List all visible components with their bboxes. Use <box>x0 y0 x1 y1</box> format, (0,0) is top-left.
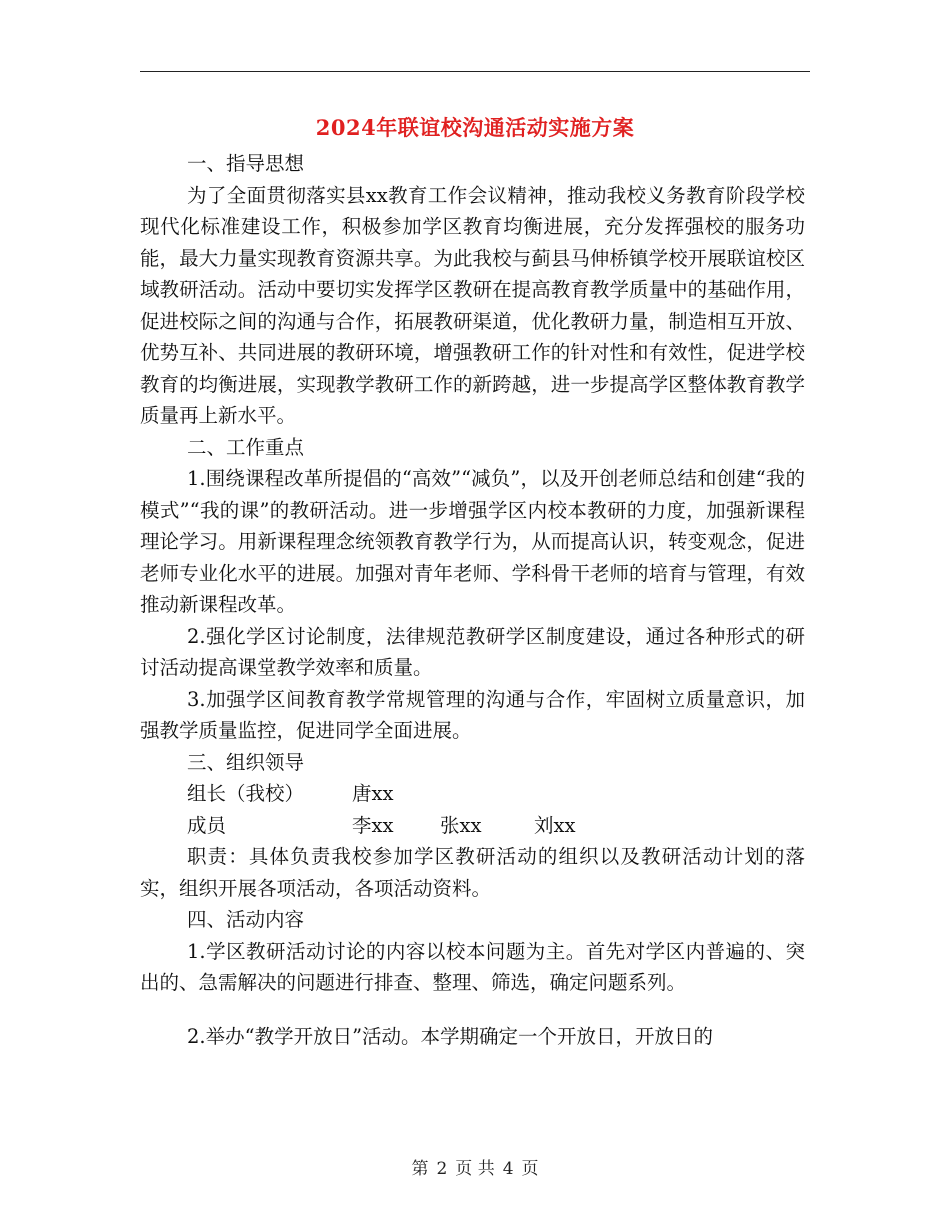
leader-name: 唐xx <box>352 782 394 805</box>
section-heading-work-focus: 二、工作重点 <box>187 435 305 459</box>
leader-label: 组长（我校） <box>187 782 305 805</box>
header-rule <box>140 71 810 72</box>
leader-row <box>140 778 805 810</box>
footer-suffix: 页 <box>521 1159 539 1179</box>
member-name: 刘xx <box>534 813 576 837</box>
footer-mid: 页 共 <box>455 1159 495 1179</box>
work-focus-item-3: 3.加强学区间教育教学常规管理的沟通与合作，牢固树立质量意识，加强教学质量监控，促进同学全面进展。 <box>140 687 805 742</box>
paragraph-guiding-ideology: 为了全面贯彻落实县xx教育工作会议精神，推动我校义务教育阶段学校现代化标准建设工作，积极参加学区教育均衡进展，充分发挥强校的服务功能，最大力量实现教育资源共享。为此我校与蓟县马伸桥镇学校开展联谊校区域教研活动。活动中要切实发挥学区教研在提高教育教学质量中的基础作用，促进校际之间的沟通与合作，拓展教研渠道，优化教研力量，制造相互开放、优势互补、共同进展的教研环境，增强教研工作的针对性和有效性，促进学校教育的均衡进展，实现教学教研工作的新跨越，进一步提高学区整体教育教学质量再上新水平。 <box>140 183 805 427</box>
member-name: 张xx <box>440 813 482 837</box>
members-label: 成员 <box>187 813 227 837</box>
section-heading-guiding-ideology: 一、指导思想 <box>187 152 305 175</box>
page-footer <box>0 1154 950 1179</box>
work-focus-item-2: 2.强化学区讨论制度，法律规范教研学区制度建设，通过各种形式的研讨活动提高课堂教学效率和质量。 <box>140 624 805 679</box>
document-title: 2024年联谊校沟通活动实施方案 <box>315 115 635 140</box>
activity-item-2: 2.举办“教学开放日”活动。本学期确定一个开放日，开放日的 <box>187 1024 714 1048</box>
members-row <box>140 810 805 842</box>
total-pages: 4 <box>502 1159 514 1179</box>
activity-item-1: 1.学区教研活动讨论的内容以校本问题为主。首先对学区内普遍的、突出的、急需解决的问题进行排查、整理、筛选，确定问题系列。 <box>140 939 805 994</box>
member-name: 李xx <box>352 813 394 837</box>
work-focus-item-1: 1.围绕课程改革所提倡的“高效”“减负”，以及开创老师总结和创建“我的模式”“我的课”的教研活动。进一步增强学区内校本教研的力度，加强新课程理论学习。用新课程理念统领教育教学行为，从而提高认识，转变观念，促进老师专业化水平的进展。加强对青年老师、学科骨干老师的培育与管理，有效推动新课程改革。 <box>140 467 805 616</box>
page-number: 2 <box>436 1159 448 1179</box>
document-body <box>140 148 805 1052</box>
section-heading-activities: 四、活动内容 <box>187 908 305 931</box>
spacer <box>140 999 805 1021</box>
duty-paragraph: 职责：具体负责我校参加学区教研活动的组织以及教研活动计划的落实，组织开展各项活动，各项活动资料。 <box>140 845 805 900</box>
section-heading-organization: 三、组织领导 <box>187 750 305 774</box>
footer-prefix: 第 <box>411 1159 429 1179</box>
